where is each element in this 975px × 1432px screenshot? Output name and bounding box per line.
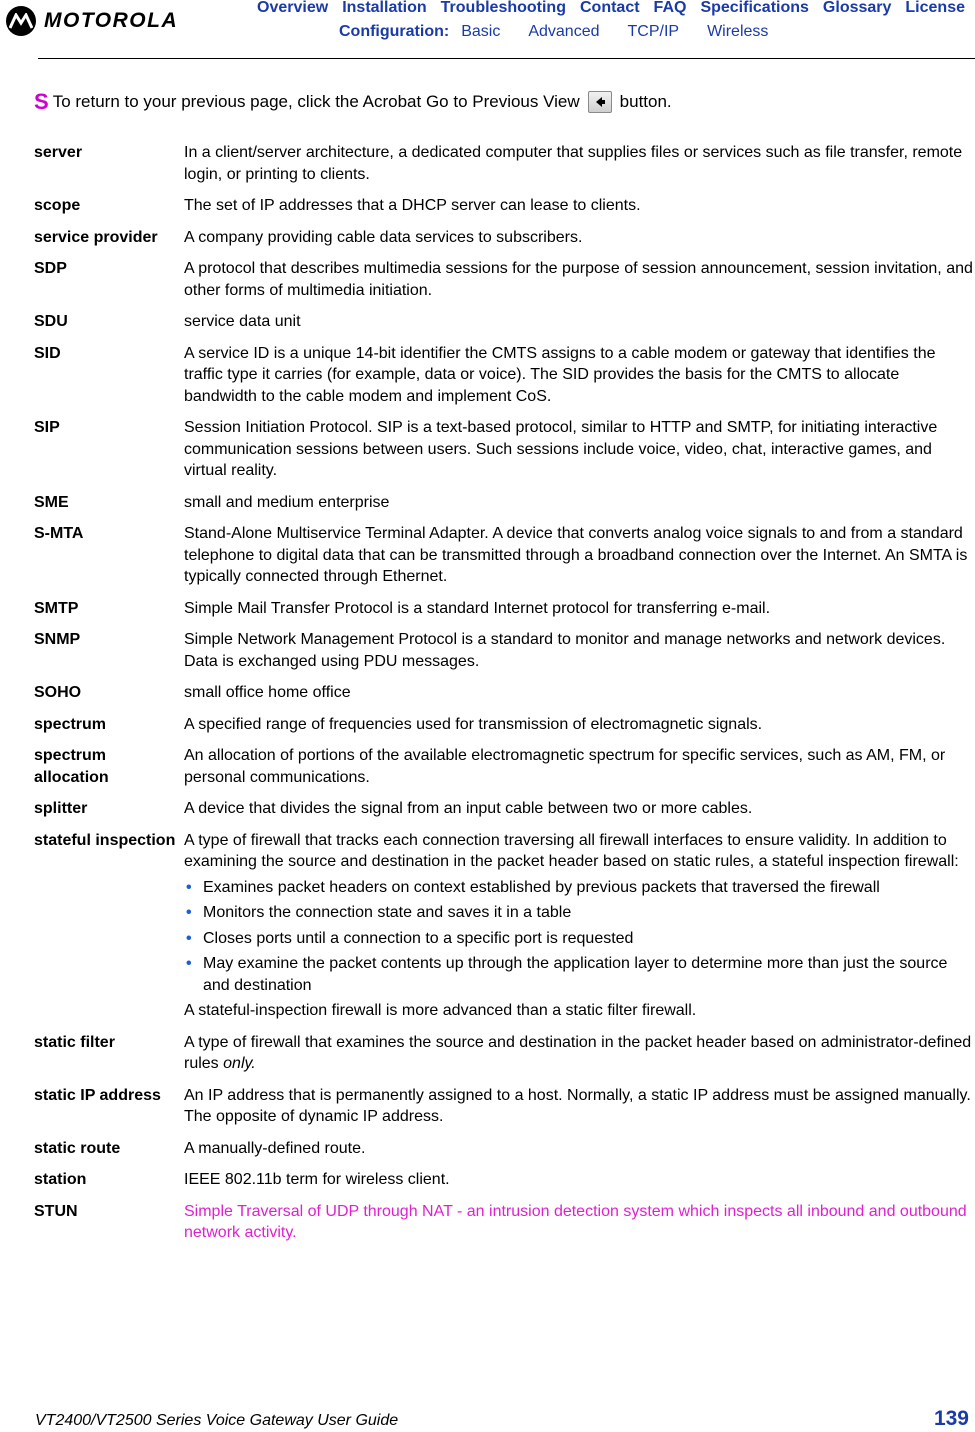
glossary-entry	[34, 745, 975, 788]
glossary-definition: A protocol that describes multimedia sessions for the purpose of session announcement, session invitation, and other forms of multimedia initiation.	[184, 260, 973, 299]
go-to-previous-view-button[interactable]	[588, 91, 612, 113]
glossary-entry	[34, 1032, 975, 1075]
glossary-definition: A manually-defined route.	[184, 1139, 366, 1157]
glossary-term: station	[34, 1171, 87, 1188]
section-letter: S	[34, 89, 49, 114]
brand-name: MOTOROLA	[44, 9, 179, 32]
glossary-definition-block	[184, 830, 974, 1022]
glossary-entry	[34, 1169, 975, 1191]
glossary-entry	[34, 1138, 975, 1160]
nav-config-basic[interactable]: Basic	[461, 23, 501, 40]
bullet-icon: •	[186, 955, 192, 972]
glossary-definition: Simple Network Management Protocol is a standard to monitor and manage networks and network devices. Data is exchanged using PDU messages.	[184, 631, 946, 670]
glossary-term: STUN	[34, 1202, 78, 1220]
glossary-term: SME	[34, 493, 69, 511]
glossary-entry	[34, 523, 975, 588]
bullet-icon: •	[186, 904, 192, 921]
configuration-nav	[339, 23, 796, 41]
glossary-definition: Session Initiation Protocol. SIP is a text-based protocol, similar to HTTP and SMTP, for initiating interactive communication sessions between users. Such sessions include voice, video, chat, interactive games, and virtual reality.	[184, 419, 938, 479]
glossary-term: SDP	[34, 260, 67, 277]
nav-license[interactable]: License	[905, 0, 965, 16]
page-header	[0, 0, 975, 62]
glossary-definition: small office home office	[184, 684, 351, 701]
glossary-definition-note: A stateful-inspection firewall is more advanced than a static filter firewall.	[184, 1002, 697, 1019]
glossary-definition: A type of firewall that examines the source and destination in the packet header based on administrator-defined rules	[184, 1033, 972, 1072]
glossary-entry	[34, 1085, 975, 1128]
glossary-entry	[34, 227, 975, 249]
glossary-definition: A company providing cable data services to subscribers.	[184, 228, 583, 246]
glossary-term: spectrum allocation	[34, 747, 109, 786]
glossary-definition: A device that divides the signal from an input cable between two or more cables.	[184, 800, 753, 817]
glossary-definition: An allocation of portions of the available electromagnetic spectrum for specific services, such as AM, FM, or personal communications.	[184, 747, 946, 786]
glossary-term: static filter	[34, 1033, 115, 1051]
glossary-term: splitter	[34, 800, 88, 817]
header-divider	[38, 58, 975, 59]
glossary-entry	[34, 598, 975, 620]
glossary-entry	[34, 830, 975, 1022]
glossary-term: SNMP	[34, 631, 81, 648]
glossary-entry	[34, 714, 975, 736]
glossary-term: SMTP	[34, 599, 79, 617]
bullet-list	[184, 877, 974, 997]
nav-troubleshooting[interactable]: Troubleshooting	[440, 0, 566, 16]
list-item: • May examine the packet contents up through the application layer to determine more than just the source and destination	[186, 955, 948, 994]
bullet-icon: •	[186, 878, 192, 896]
bullet-icon: •	[186, 929, 192, 947]
glossary-entry	[34, 798, 975, 820]
page-number: 139	[933, 1407, 969, 1430]
glossary-term: static route	[34, 1139, 121, 1157]
nav-overview[interactable]: Overview	[257, 0, 329, 16]
glossary-definition: IEEE 802.11b term for wireless client.	[184, 1171, 450, 1188]
glossary-definition-highlighted: Simple Traversal of UDP through NAT - an intrusion detection system which inspects all inbound and outbound network activity.	[184, 1202, 967, 1241]
glossary-term: scope	[34, 197, 81, 214]
glossary-definition: Stand-Alone Multiservice Terminal Adapter. A device that converts analog voice signals to and from a standard telephone to digital data that can be transmitted through a broadband connection over the Internet. An SMTA is typically connected through Ethernet.	[184, 525, 968, 585]
glossary-entry	[34, 195, 975, 217]
motorola-batwing-icon	[6, 6, 36, 36]
nav-installation[interactable]: Installation	[342, 0, 427, 16]
glossary-definition: A service ID is a unique 14-bit identifier the CMTS assigns to a cable modem or gateway that identifies the traffic type it carries (for example, data or voice). The SID provides the basis for the CMTS to allocate bandwidth to the cable modem and implement CoS.	[184, 344, 936, 405]
glossary-entry	[34, 1201, 975, 1244]
glossary-term: static IP address	[34, 1086, 161, 1104]
glossary-term: server	[34, 144, 83, 161]
nav-config-advanced[interactable]: Advanced	[528, 23, 600, 40]
glossary-entry	[34, 629, 975, 672]
nav-glossary[interactable]: Glossary	[822, 0, 892, 16]
glossary-term: S-MTA	[34, 525, 84, 542]
glossary-entry	[34, 417, 975, 482]
list-item: • Monitors the connection state and saves it in a table	[184, 902, 974, 924]
glossary-entry	[34, 311, 975, 333]
glossary-definition: An IP address that is permanently assigned to a host. Normally, a static IP address must be assigned manually. The opposite of dynamic IP address.	[184, 1086, 971, 1125]
arrow-left-icon	[594, 96, 606, 108]
glossary-entry	[34, 682, 975, 704]
glossary-entry	[34, 343, 975, 408]
primary-nav	[190, 0, 965, 17]
glossary-term: stateful inspection	[34, 831, 176, 849]
nav-specifications[interactable]: Specifications	[700, 0, 809, 16]
glossary-definition: Simple Mail Transfer Protocol is a standard Internet protocol for transferring e-mail.	[184, 599, 771, 617]
glossary-term: SOHO	[34, 684, 82, 701]
glossary-list	[34, 142, 975, 1254]
glossary-definition: service data unit	[184, 313, 301, 330]
nav-faq[interactable]: FAQ	[653, 0, 687, 16]
glossary-definition: small and medium enterprise	[184, 493, 390, 511]
glossary-definition: A type of firewall that tracks each connection traversing all firewall interfaces to ensure validity. In addition to examining the source and destination in the packet header based on static rules, a stateful inspection firewall:	[184, 831, 959, 870]
glossary-entry	[34, 142, 975, 185]
glossary-term: SIP	[34, 419, 60, 436]
footer-document-title: VT2400/VT2500 Series Voice Gateway User Guide	[35, 1412, 399, 1429]
list-item: • Examines packet headers on context established by previous packets that traversed the firewall	[184, 877, 974, 899]
nav-config-tcpip[interactable]: TCP/IP	[627, 23, 680, 40]
glossary-definition: A specified range of frequencies used for transmission of electromagnetic signals.	[184, 715, 763, 733]
motorola-logo	[6, 6, 178, 36]
list-item: • Closes ports until a connection to a specific port is requested	[184, 928, 974, 950]
glossary-definition-block	[184, 1032, 974, 1075]
nav-config-wireless[interactable]: Wireless	[707, 23, 769, 40]
nav-contact[interactable]: Contact	[579, 0, 640, 16]
glossary-definition-emphasis: only.	[223, 1055, 256, 1072]
glossary-definition: In a client/server architecture, a dedicated computer that supplies files or services such as file transfer, remote login, or printing to clients.	[184, 144, 963, 183]
glossary-term: SID	[34, 344, 61, 362]
configuration-label: Configuration:	[339, 23, 450, 40]
glossary-definition: The set of IP addresses that a DHCP server can lease to clients.	[184, 197, 641, 214]
glossary-entry	[34, 258, 975, 301]
back-text-before: To return to your previous page, click the Acrobat Go to Previous View	[52, 92, 580, 111]
glossary-entry	[34, 492, 975, 514]
glossary-term: SDU	[34, 313, 68, 330]
glossary-term: spectrum	[34, 715, 107, 733]
glossary-term: service provider	[34, 228, 158, 246]
back-instruction	[34, 89, 672, 115]
back-text-after: button.	[619, 92, 672, 111]
